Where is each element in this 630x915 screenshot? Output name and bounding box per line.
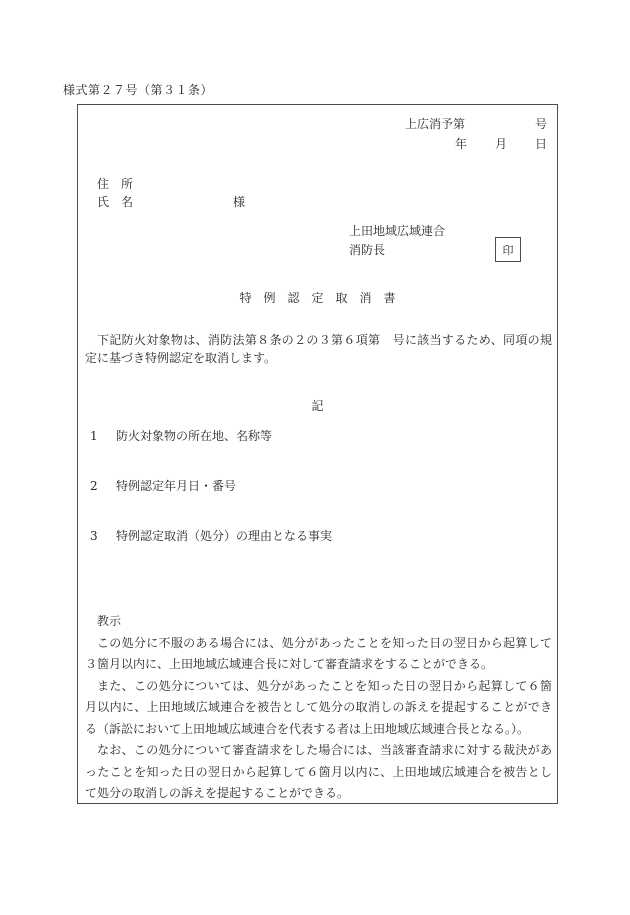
seal-label: 印 [502, 243, 514, 257]
day-label: 日 [534, 137, 547, 151]
doc-number-line [405, 115, 547, 132]
issuer-organization: 上田地域広域連合 [349, 224, 446, 238]
notice-paragraph: なお、この処分について審査請求をした場合には、当該審査請求に対する裁決があったことを知った日の翌日から起算して６箇月以内に、上田地域広域連合を被告として処分の取消しの訴えを提起することができる。 [85, 743, 552, 800]
record-label: 記 [311, 399, 324, 413]
doc-number-suffix: 号 [534, 117, 547, 131]
issuer-block [349, 222, 445, 260]
document-border-box [77, 104, 558, 804]
item-text: 防火対象物の所在地、名称等 [116, 429, 273, 443]
month-label: 月 [494, 137, 507, 151]
item-number: 1 [90, 429, 98, 443]
item-number: 2 [90, 479, 98, 493]
address-label: 住 所 [97, 177, 134, 191]
list-item [90, 427, 545, 445]
item-number: 3 [90, 529, 98, 543]
notice-heading: 教示 [97, 614, 122, 628]
date-line [455, 135, 547, 152]
document-title: 特 例 認 定 取 消 書 [239, 291, 396, 305]
doc-number-prefix: 上広消予第 [404, 117, 465, 131]
name-label: 氏 名 [97, 195, 134, 209]
list-item [90, 527, 545, 545]
item-text: 特例認定年月日・番号 [116, 479, 237, 493]
seal-box [495, 237, 521, 262]
form-number: 様式第２７号（第３１条） [63, 83, 214, 97]
notice-section [85, 611, 552, 805]
body-paragraph: 下記防火対象物は、消防法第８条の２の３第６項第 号に該当するため、同項の規定に基づき特例認定を取消します。 [85, 333, 552, 365]
addressee-block [97, 175, 245, 211]
issuer-title: 消防長 [349, 243, 386, 257]
notice-paragraph: この処分に不服のある場合には、処分があったことを知った日の翌日から起算して３箇月以内に、上田地域広域連合長に対して審査請求をすることができる。 [85, 635, 552, 671]
list-item [90, 477, 545, 495]
addressee-honorific: 様 [233, 195, 246, 209]
year-label: 年 [454, 137, 467, 151]
name-row [97, 193, 245, 211]
item-text: 特例認定取消（処分）の理由となる事実 [116, 529, 333, 543]
notice-paragraph: また、この処分については、処分があったことを知った日の翌日から起算して６箇月以内に、上田地域広域連合を被告として処分の取消しの訴えを提起することができる（訴訟において上田地域広域連合を代表する者は上田地域広域連合長となる。）。 [85, 678, 552, 736]
item-list [90, 427, 545, 577]
